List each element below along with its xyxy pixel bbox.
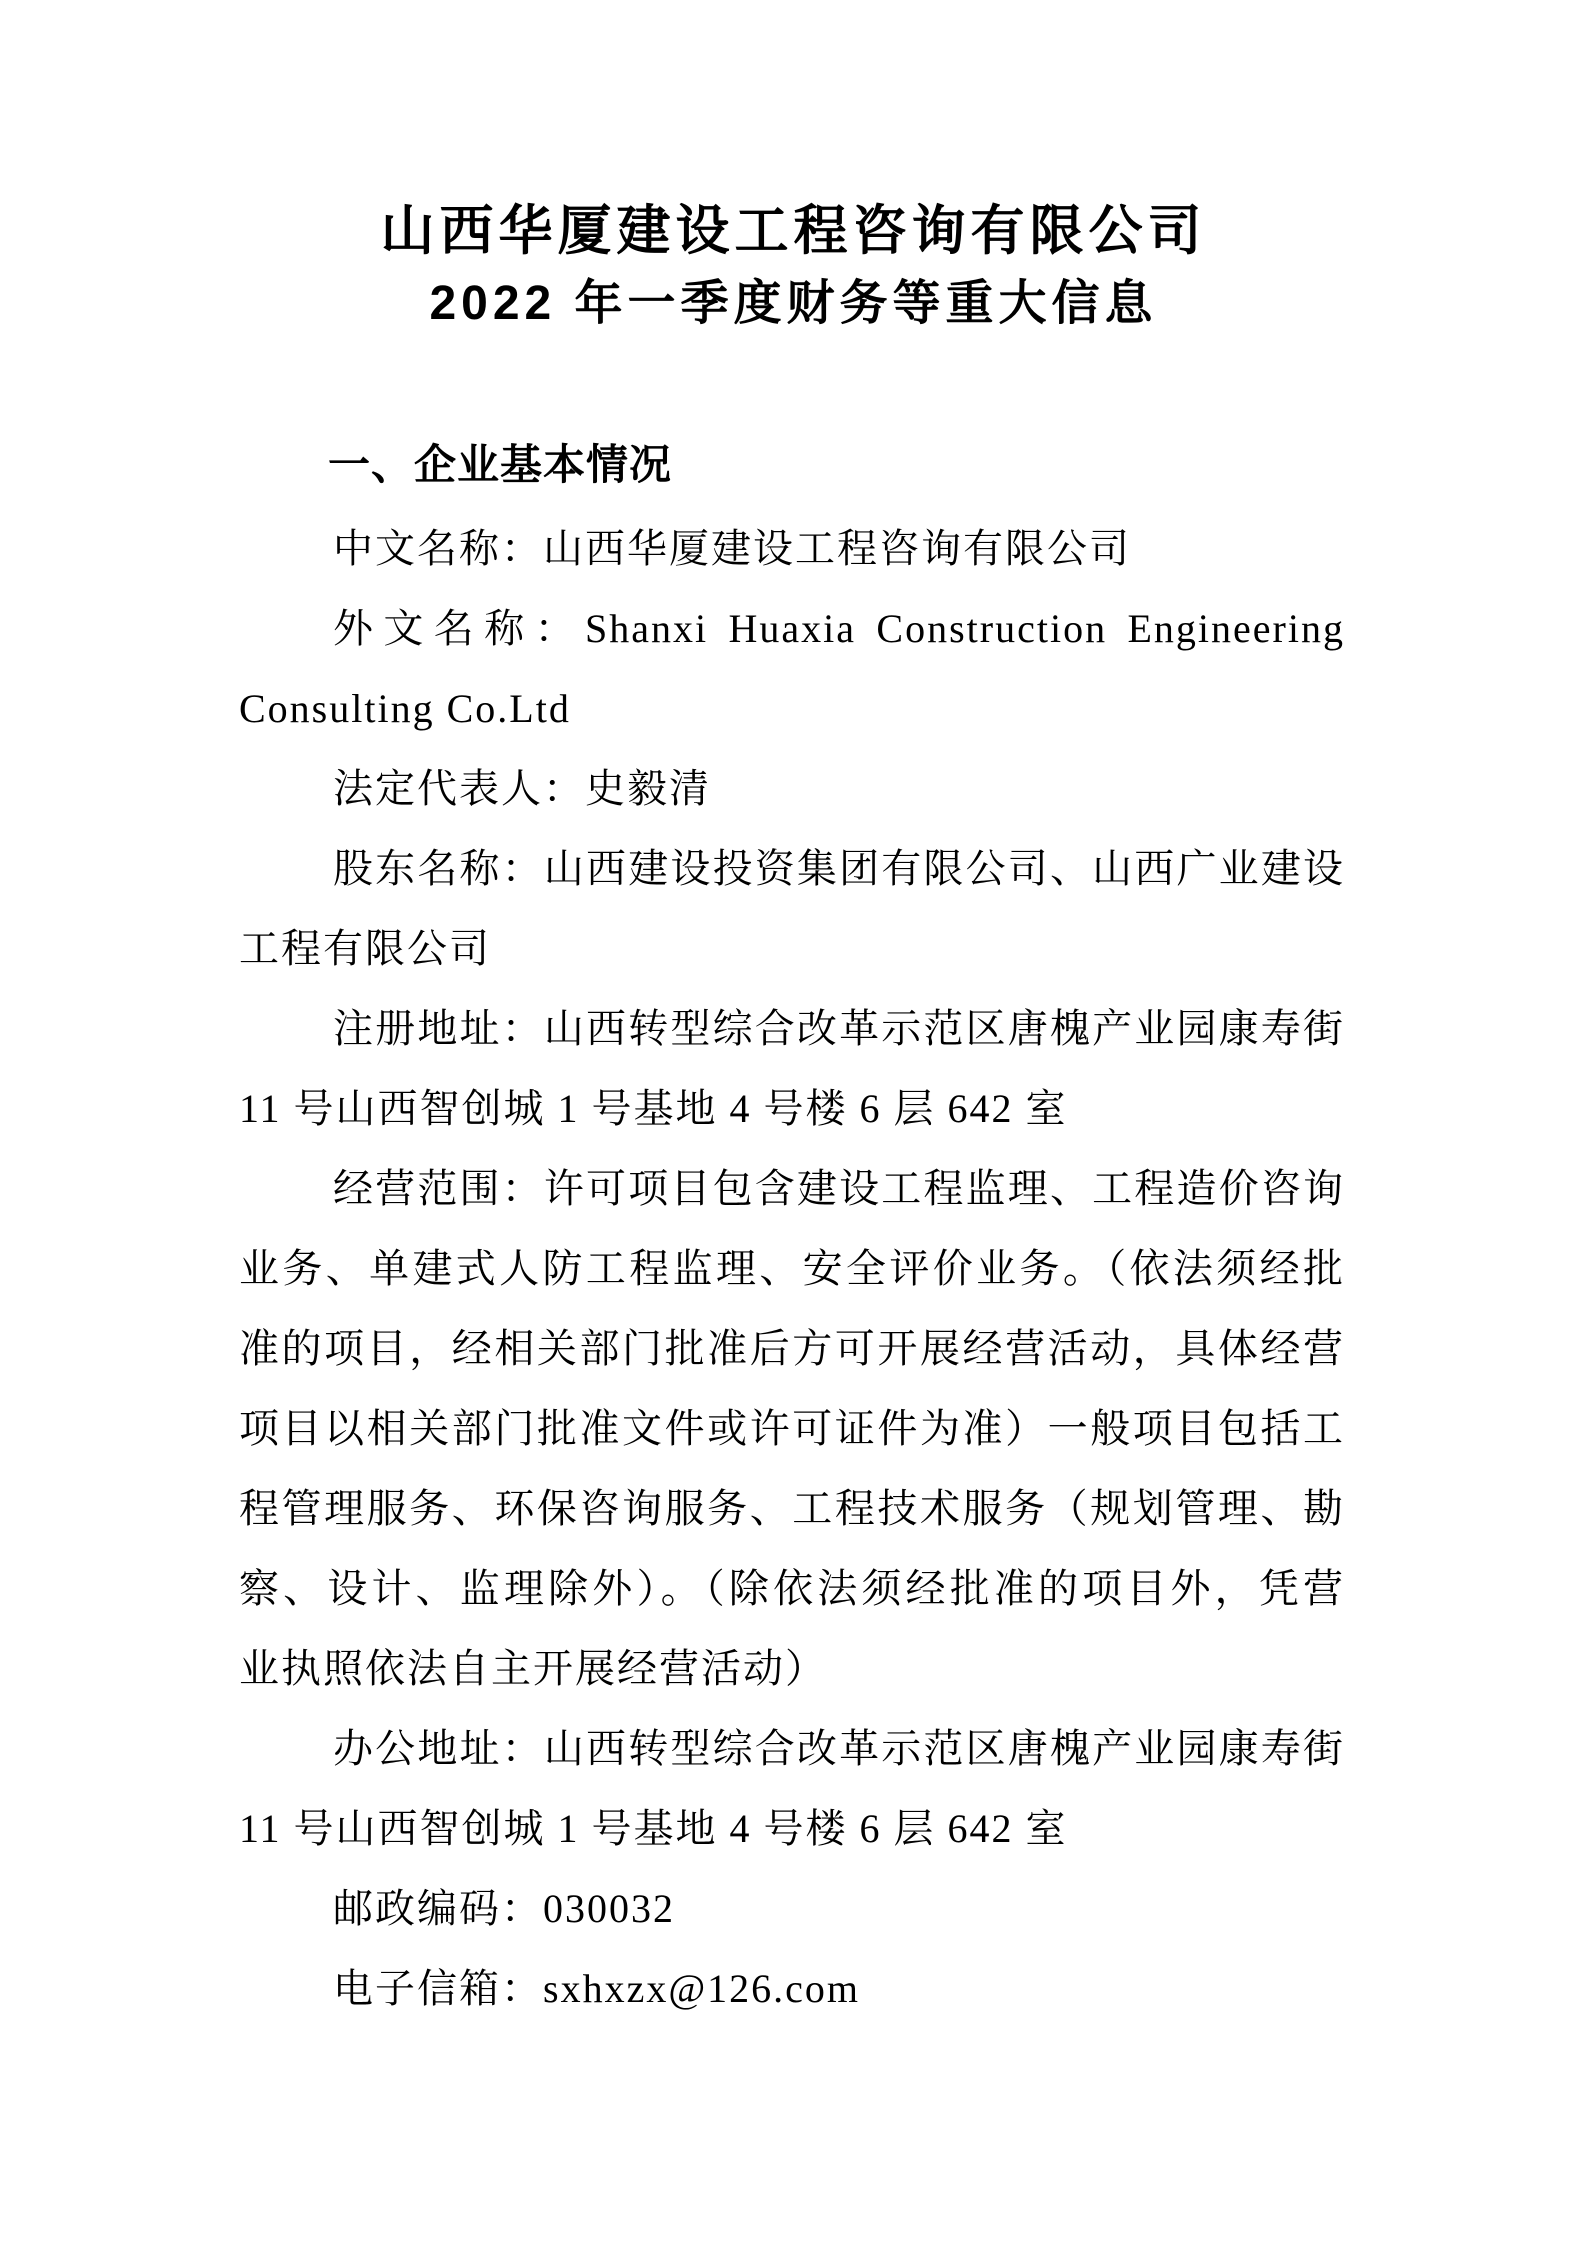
body-line-reg-address-2: 11 号山西智创城 1 号基地 4 号楼 6 层 642 室	[239, 1086, 1068, 1131]
body-line-business-scope-3: 准的项目，经相关部门批准后方可开展经营活动，具体经营	[239, 1326, 1345, 1371]
body-line-office-address-2: 11 号山西智创城 1 号基地 4 号楼 6 层 642 室	[239, 1806, 1068, 1851]
body-line-postal-code: 邮政编码：030032	[333, 1886, 675, 1931]
body-line-foreign-name-2: Consulting Co.Ltd	[239, 686, 571, 731]
document-title-line1: 山西华厦建设工程咨询有限公司	[380, 201, 1207, 261]
body-line-business-scope-6: 察、设计、监理除外）。（除依法须经批准的项目外，凭营	[239, 1566, 1345, 1611]
body-line-business-scope: 经营范围：许可项目包含建设工程监理、工程造价咨询	[333, 1166, 1345, 1211]
body-line-reg-address: 注册地址：山西转型综合改革示范区唐槐产业园康寿街	[333, 1006, 1345, 1051]
body-line-business-scope-2: 业务、单建式人防工程监理、安全评价业务。（依法须经批	[239, 1246, 1345, 1291]
body-line-shareholders-2: 工程有限公司	[239, 926, 491, 971]
document-body	[239, 509, 1345, 2029]
body-line-shareholders: 股东名称：山西建设投资集团有限公司、山西广业建设	[333, 846, 1345, 891]
body-line-business-scope-5: 程管理服务、环保咨询服务、工程技术服务（规划管理、勘	[239, 1486, 1345, 1531]
document-title-line2: 2022 年一季度财务等重大信息	[429, 277, 1158, 330]
body-line-chinese-name: 中文名称：山西华厦建设工程咨询有限公司	[333, 526, 1131, 571]
body-line-legal-rep: 法定代表人：史毅清	[333, 766, 711, 811]
body-line-foreign-name: 外文名称：Shanxi Huaxia Construction Engineering	[333, 606, 1345, 651]
body-line-business-scope-7: 业执照依法自主开展经营活动）	[239, 1646, 827, 1691]
body-line-office-address: 办公地址：山西转型综合改革示范区唐槐产业园康寿街	[333, 1726, 1345, 1771]
body-line-email: 电子信箱：sxhxzx@126.com	[333, 1966, 861, 2011]
section-heading-basic-info: 一、企业基本情况	[328, 441, 673, 488]
body-line-business-scope-4: 项目以相关部门批准文件或许可证件为准）一般项目包括工	[239, 1406, 1345, 1451]
